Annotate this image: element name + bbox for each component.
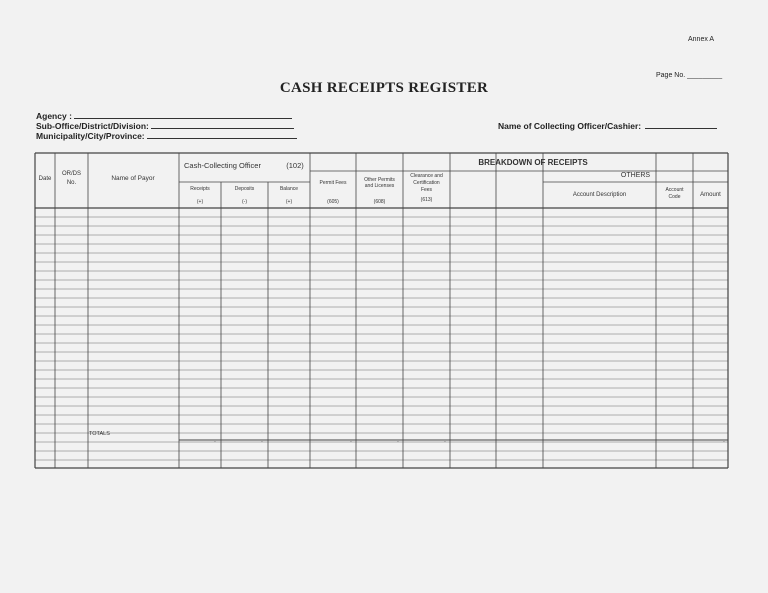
- col-or-ds-header-2: No.: [66, 180, 77, 186]
- cash-collecting-officer-code: (102): [286, 161, 304, 170]
- totals-other-permits-value: -: [397, 439, 399, 445]
- annex-label: Annex A: [688, 36, 715, 43]
- col-clearance-header-2: Certification: [413, 180, 440, 186]
- breakdown-of-receipts-header: BREAKDOWN OF RECEIPTS: [478, 158, 588, 167]
- totals-clearance-value: -: [444, 439, 446, 445]
- col-amount-header: Amount: [700, 192, 721, 198]
- col-date-header: Date: [38, 176, 52, 182]
- col-deposits-sign: (-): [242, 199, 247, 205]
- totals-permit-fees-value: -: [350, 439, 352, 445]
- cash-collecting-officer-header: Cash-Collecting Officer: [184, 161, 261, 170]
- collecting-officer-label: Name of Collecting Officer/Cashier:: [498, 121, 642, 131]
- col-name-of-payor-header: Name of Payor: [111, 175, 155, 182]
- col-other-permits-code: (608): [373, 199, 386, 205]
- col-account-code-header-2: Code: [668, 194, 681, 200]
- col-permit-fees-header: Permit Fees: [319, 180, 347, 186]
- col-account-description-header: Account Description: [572, 192, 627, 198]
- form-title-text: CASH RECEIPTS REGISTER: [279, 80, 489, 96]
- col-balance-sign: (+): [285, 199, 293, 205]
- totals-receipts-value: -: [214, 439, 216, 445]
- agency-label: Agency :: [36, 111, 72, 121]
- col-permit-fees-code: (605): [327, 199, 339, 205]
- col-or-ds-header-1: OR/DS: [61, 171, 81, 177]
- col-receipts-header: Receipts: [190, 186, 210, 192]
- col-account-code-header-1: Account: [665, 187, 684, 193]
- col-deposits-header: Deposits: [234, 186, 255, 192]
- col-clearance-code: (613): [420, 197, 433, 203]
- col-clearance-header-1: Clearance and: [410, 173, 443, 179]
- col-other-permits-header-2: and Licenses: [364, 183, 395, 189]
- col-clearance-header-3: Fees: [420, 187, 433, 193]
- totals-amount-value: -: [723, 439, 725, 445]
- col-other-permits-header-1: Other Permits: [364, 177, 395, 183]
- municipality-label: Municipality/City/Province:: [36, 131, 145, 141]
- totals-label: TOTALS: [89, 431, 110, 437]
- others-header: OTHERS: [620, 172, 651, 179]
- page-number-field: Page No. _________: [656, 72, 723, 79]
- sub-office-label: Sub-Office/District/Division:: [36, 121, 149, 131]
- col-receipts-sign: (+): [196, 199, 204, 205]
- totals-deposits-value: -: [261, 439, 263, 445]
- col-balance-header: Balance: [279, 186, 299, 192]
